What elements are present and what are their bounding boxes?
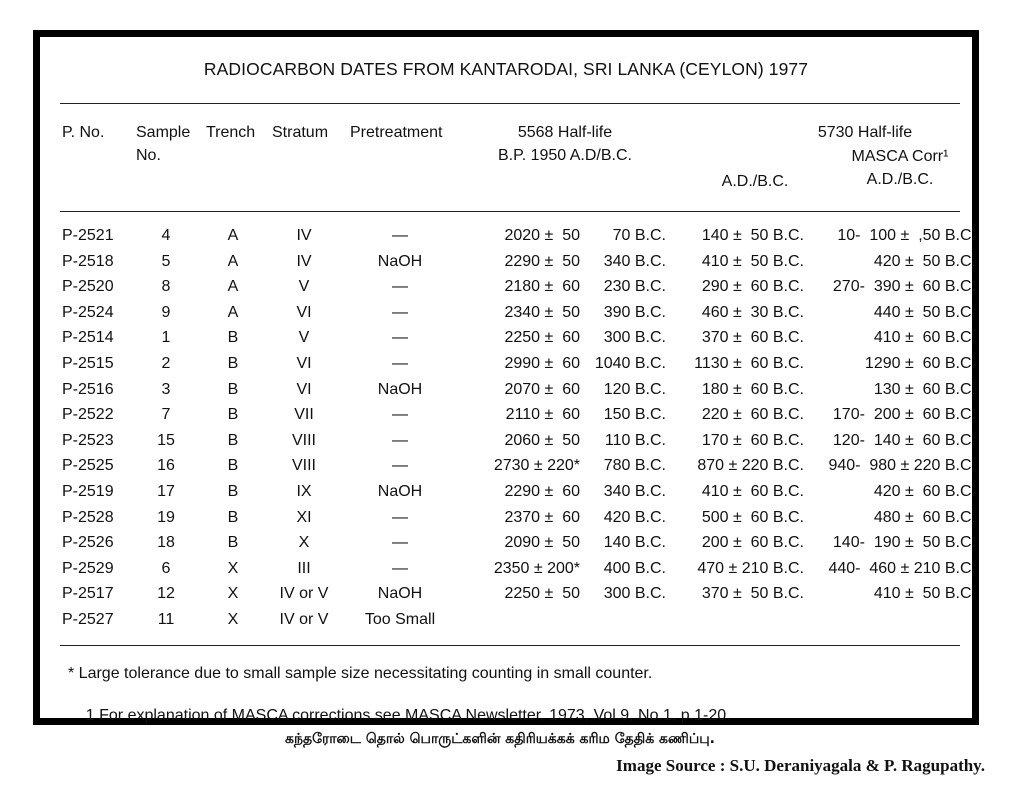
- cell-stratum: IX: [296, 482, 312, 500]
- cell-ad: 370 ± 50 B.C.: [701, 585, 804, 603]
- cell-stratum: VIII: [291, 431, 316, 449]
- cell-pre: —: [392, 431, 408, 449]
- cell-masca: 420 ± 50 B.C.: [873, 252, 976, 270]
- cell-pre: —: [392, 354, 408, 372]
- cell-pno: P-2529: [62, 559, 114, 577]
- cell-ad: 470 ± 210 B.C.: [697, 559, 804, 577]
- table-row: [40, 530, 976, 556]
- cell-bp: 2370 ± 60: [504, 508, 580, 526]
- cell-bp: 2110 ± 60: [505, 406, 580, 424]
- cell-trench: X: [227, 610, 239, 628]
- cell-pre: —: [392, 227, 408, 244]
- cell-masca: 940- 980 ± 220 B.C.: [828, 457, 976, 475]
- cell-trench: A: [227, 252, 239, 270]
- cell-pno: P-2528: [62, 508, 114, 526]
- footer-rule: [60, 645, 960, 646]
- cell-pre: NaOH: [377, 585, 423, 603]
- cell-bc: 230 B.C.: [603, 278, 666, 296]
- cell-bc: 150 B.C.: [603, 406, 666, 424]
- cell-bc: 340 B.C.: [603, 252, 666, 270]
- cell-bc: 390 B.C.: [603, 303, 666, 321]
- table-row: [40, 274, 976, 300]
- cell-bc: 110 B.C.: [604, 431, 666, 449]
- cell-stratum: V: [298, 278, 310, 296]
- cell-trench: B: [227, 406, 239, 424]
- cell-sample: 11: [157, 610, 175, 628]
- cell-bp: 2090 ± 50: [504, 534, 580, 552]
- header-masca: MASCA Corr¹ A.D./B.C.: [851, 148, 949, 188]
- cell-stratum: III: [297, 559, 311, 577]
- table-row: [40, 223, 976, 249]
- cell-masca: 270- 390 ± 60 B.C.: [832, 278, 976, 296]
- header-sample: Sample No.: [136, 124, 191, 164]
- cell-trench: B: [227, 482, 239, 500]
- cell-sample: 8: [161, 278, 171, 296]
- cell-pre: NaOH: [377, 252, 423, 270]
- header-stratum: Stratum: [272, 124, 329, 141]
- cell-ad: 290 ± 60 B.C.: [701, 278, 804, 296]
- cell-trench: B: [227, 508, 239, 526]
- table-title: RADIOCARBON DATES FROM KANTARODAI, SRI LANKA (CEYLON) 1977: [203, 59, 809, 79]
- cell-pno: P-2517: [62, 585, 114, 603]
- cell-sample: 9: [161, 303, 171, 321]
- cell-stratum: IV or V: [279, 610, 329, 628]
- cell-trench: B: [227, 354, 239, 372]
- header-pretreatment: Pretreatment: [350, 124, 443, 141]
- table-row: [40, 505, 976, 531]
- cell-ad: 200 ± 60 B.C.: [701, 534, 804, 552]
- cell-bc: 400 B.C.: [603, 559, 666, 577]
- cell-pno: P-2526: [62, 534, 114, 552]
- table-row: [40, 479, 976, 505]
- cell-stratum: VI: [296, 354, 312, 372]
- cell-pno: P-2522: [62, 406, 114, 424]
- cell-stratum: XI: [296, 508, 312, 526]
- cell-ad: 1130 ± 60 B.C.: [694, 354, 804, 372]
- cell-pno: P-2523: [62, 431, 114, 449]
- cell-stratum: V: [298, 329, 310, 347]
- cell-stratum: VIII: [291, 457, 316, 475]
- cell-sample: 6: [161, 559, 171, 577]
- cell-ad: 870 ± 220 B.C.: [697, 457, 804, 475]
- cell-sample: 15: [157, 431, 175, 449]
- cell-masca: 10- 100 ± ,50 B.C.: [837, 227, 976, 244]
- cell-ad: 140 ± 50 B.C.: [701, 227, 804, 244]
- table-row: [40, 556, 976, 582]
- table-body: [40, 223, 976, 633]
- cell-ad: 500 ± 60 B.C.: [701, 508, 804, 526]
- cell-trench: B: [227, 329, 239, 347]
- cell-pre: —: [392, 508, 408, 526]
- cell-bp: 2290 ± 60: [504, 482, 580, 500]
- header-bottom-rule: [60, 211, 960, 212]
- cell-masca: 440- 460 ± 210 B.C.: [828, 559, 976, 577]
- cell-trench: B: [227, 380, 239, 398]
- cell-stratum: X: [298, 534, 310, 552]
- cell-sample: 19: [157, 508, 175, 526]
- cell-bc: 420 B.C.: [603, 508, 666, 526]
- cell-ad: 370 ± 60 B.C.: [701, 329, 804, 347]
- table-row: [40, 249, 976, 275]
- cell-bp: 2060 ± 50: [504, 431, 580, 449]
- cell-ad: 410 ± 60 B.C.: [701, 482, 804, 500]
- cell-trench: B: [227, 457, 239, 475]
- cell-sample: 1: [161, 329, 171, 347]
- cell-trench: X: [227, 585, 239, 603]
- cell-pno: P-2514: [62, 329, 114, 347]
- table-row: [40, 402, 976, 428]
- cell-masca: 410 ± 60 B.C.: [873, 329, 976, 347]
- table-row: [40, 377, 976, 403]
- cell-stratum: IV: [296, 252, 312, 270]
- table-row: [40, 607, 972, 633]
- cell-bp: 2350 ± 200*: [493, 559, 580, 577]
- cell-ad: 170 ± 60 B.C.: [701, 431, 804, 449]
- cell-sample: 12: [157, 585, 175, 603]
- cell-bc: 780 B.C.: [603, 457, 666, 475]
- cell-pno: P-2520: [62, 278, 114, 296]
- cell-trench: B: [227, 534, 239, 552]
- table-row: [40, 581, 976, 607]
- cell-sample: 18: [157, 534, 175, 552]
- cell-pre: NaOH: [377, 482, 423, 500]
- cell-bc: 300 B.C.: [603, 329, 666, 347]
- cell-stratum: IV: [296, 227, 312, 244]
- cell-bc: 300 B.C.: [603, 585, 666, 603]
- header-trench: Trench: [206, 124, 256, 141]
- header-5730: 5730 Half-life: [817, 124, 913, 141]
- cell-pno: P-2515: [62, 354, 114, 372]
- header-pno: P. No.: [62, 124, 105, 141]
- cell-pre: —: [392, 559, 408, 577]
- cell-masca: 420 ± 60 B.C.: [873, 482, 976, 500]
- cell-bp: 2180 ± 60: [504, 278, 580, 296]
- header-5568: 5568 Half-life B.P. 1950 A.D/B.C.: [497, 124, 632, 164]
- table-row: [40, 300, 976, 326]
- cell-masca: 440 ± 50 B.C.: [873, 303, 976, 321]
- cell-sample: 3: [161, 380, 171, 398]
- tamil-caption: கந்தரோடை தொல் பொருட்களின் கதிரியக்கக் கரிம தேதிக் கணிப்பு.: [285, 731, 715, 747]
- cell-bc: 140 B.C.: [603, 534, 666, 552]
- image-source: Image Source : S.U. Deraniyagala & P. Ragupathy.: [616, 756, 985, 775]
- cell-ad: 460 ± 30 B.C.: [701, 303, 804, 321]
- cell-sample: 5: [161, 252, 171, 270]
- cell-bp: 2290 ± 50: [504, 252, 580, 270]
- cell-bp: 2250 ± 50: [504, 585, 580, 603]
- cell-trench: A: [227, 303, 239, 321]
- cell-pre: Too Small: [364, 610, 436, 628]
- cell-trench: A: [227, 278, 239, 296]
- cell-sample: 16: [157, 457, 175, 475]
- cell-sample: 2: [161, 354, 171, 372]
- cell-pno: P-2516: [62, 380, 114, 398]
- cell-ad: 410 ± 50 B.C.: [701, 252, 804, 270]
- table-frame: [33, 30, 979, 725]
- cell-pre: —: [392, 329, 408, 347]
- cell-masca: 170- 200 ± 60 B.C.: [832, 406, 976, 424]
- cell-sample: 4: [161, 227, 171, 244]
- cell-trench: B: [227, 431, 239, 449]
- footnote-masca-text: 1 For explanation of MASCA corrections see MASCA Newsletter, 1973, Vol.9, No.1, p.1-20.: [85, 707, 731, 724]
- cell-masca: 480 ± 60 B.C.: [873, 508, 976, 526]
- cell-stratum: IV or V: [279, 585, 329, 603]
- cell-pre: —: [392, 457, 408, 475]
- cell-bc: 1040 B.C.: [594, 354, 666, 372]
- cell-stratum: VI: [296, 303, 312, 321]
- cell-bc: 120 B.C.: [603, 380, 666, 398]
- cell-pre: —: [392, 406, 408, 424]
- table-row: [40, 453, 976, 479]
- cell-trench: A: [227, 227, 239, 244]
- cell-ad: 220 ± 60 B.C.: [701, 406, 804, 424]
- header-top-rule: [60, 103, 960, 104]
- cell-pno: P-2525: [62, 457, 114, 475]
- cell-sample: 17: [157, 482, 175, 500]
- cell-pno: P-2519: [62, 482, 114, 500]
- cell-bp: 2730 ± 220*: [493, 457, 580, 475]
- cell-ad: 180 ± 60 B.C.: [701, 380, 804, 398]
- table-row: [40, 428, 976, 454]
- cell-bp: 2990 ± 60: [504, 354, 580, 372]
- cell-masca: 130 ± 60 B.C.: [873, 380, 976, 398]
- cell-masca: 120- 140 ± 60 B.C.: [832, 431, 976, 449]
- cell-pno: P-2524: [62, 303, 114, 321]
- cell-pno: P-2521: [62, 227, 114, 244]
- cell-masca: 140- 190 ± 50 B.C.: [832, 534, 976, 552]
- cell-bp: 2250 ± 60: [504, 329, 580, 347]
- cell-pre: —: [392, 534, 408, 552]
- footnote-asterisk: * Large tolerance due to small sample size necessitating counting in small counter.: [68, 665, 653, 682]
- cell-masca: 410 ± 50 B.C.: [873, 585, 976, 603]
- cell-trench: X: [227, 559, 239, 577]
- table-row: [40, 325, 976, 351]
- cell-bp: 2070 ± 60: [504, 380, 580, 398]
- cell-bp: 2340 ± 50: [504, 303, 580, 321]
- header-ad-bc: A.D./B.C.: [721, 173, 789, 190]
- cell-pre: NaOH: [377, 380, 423, 398]
- cell-sample: 7: [161, 406, 171, 424]
- cell-bp: 2020 ± 50: [504, 227, 580, 244]
- cell-stratum: VI: [296, 380, 312, 398]
- cell-pno: P-2527: [62, 610, 114, 628]
- table-row: [40, 351, 976, 377]
- cell-pno: P-2518: [62, 252, 114, 270]
- cell-pre: —: [392, 303, 408, 321]
- cell-masca: 1290 ± 60 B.C.: [864, 354, 976, 372]
- cell-bc: 70 B.C.: [612, 227, 666, 244]
- cell-pre: —: [392, 278, 408, 296]
- cell-stratum: VII: [294, 406, 314, 424]
- cell-bc: 340 B.C.: [603, 482, 666, 500]
